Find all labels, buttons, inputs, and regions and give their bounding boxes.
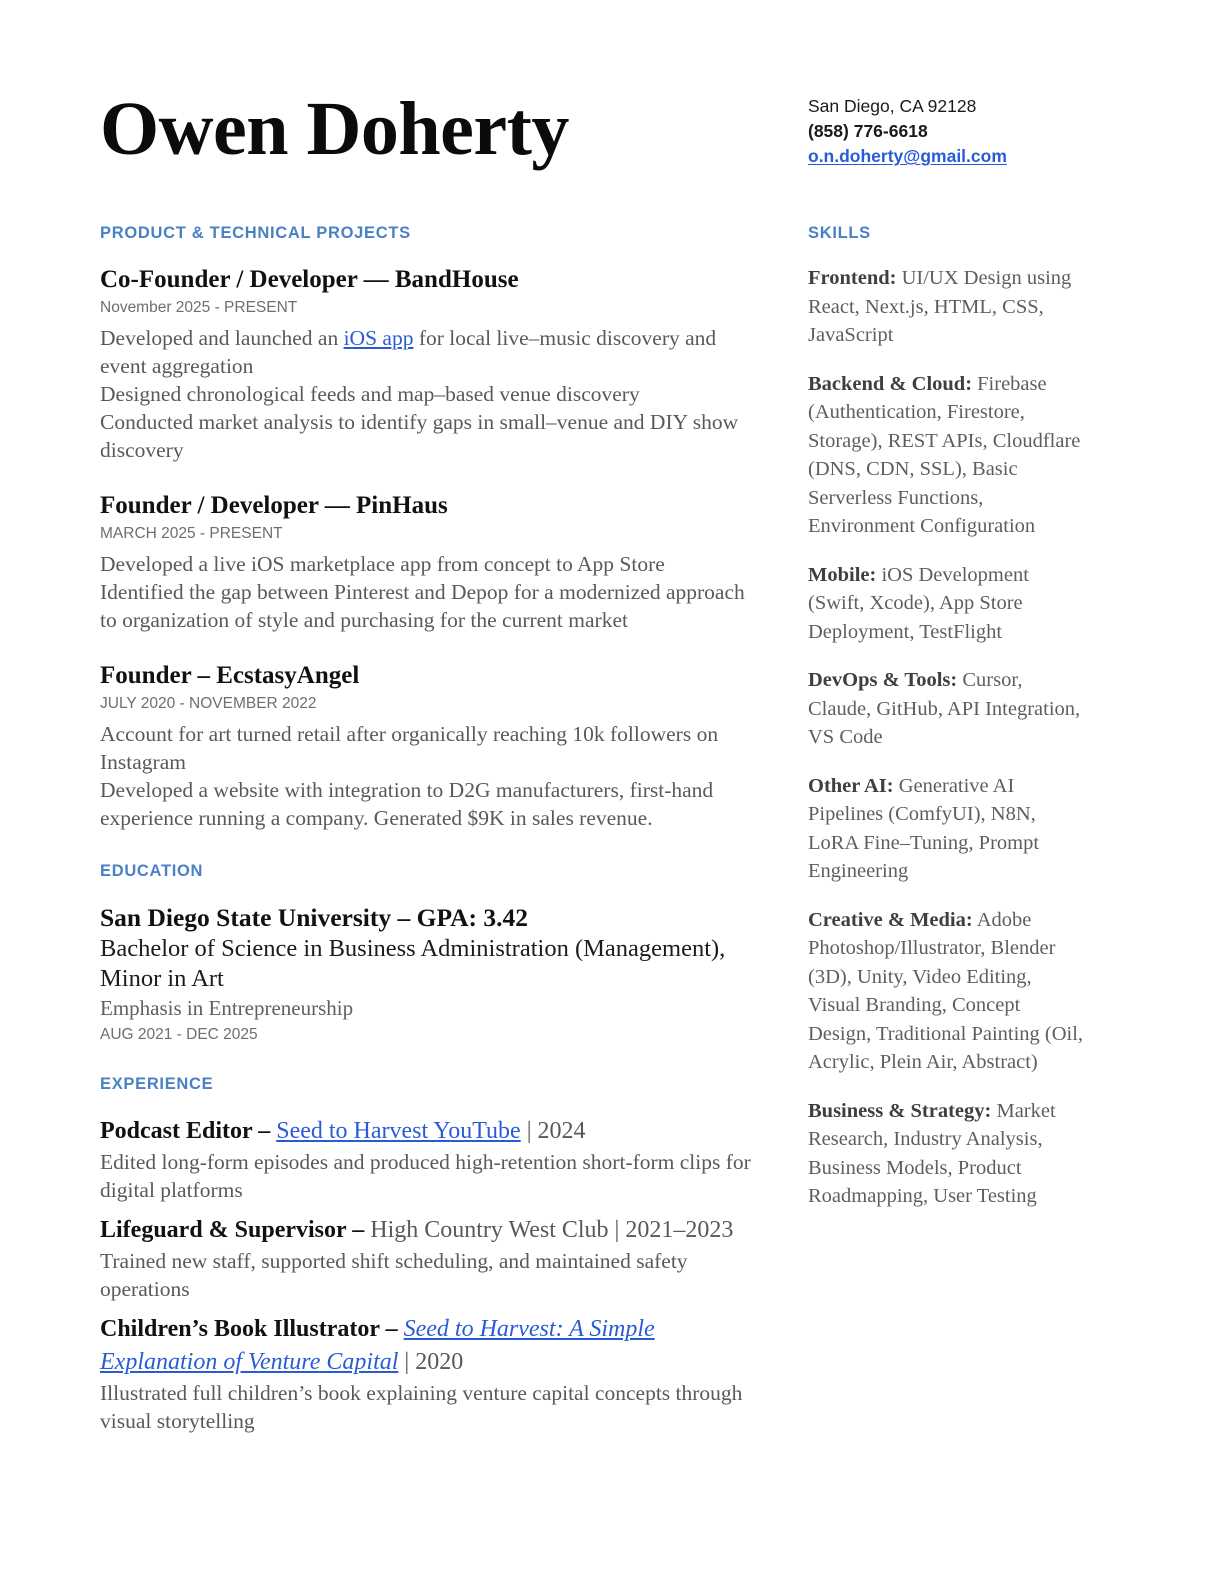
experience-org: High Country West Club [370, 1217, 609, 1243]
resume-header [100, 86, 1130, 196]
experience-book-link[interactable]: Seed to Harvest: A Simple Explanation of Venture Capital [100, 1316, 655, 1375]
experience-role: Podcast Editor – [100, 1118, 277, 1144]
project-date: JULY 2020 - NOVEMBER 2022 [100, 695, 317, 712]
skill-label: Business & Strategy: [808, 1099, 992, 1122]
experience-headline [100, 1115, 760, 1148]
education-date: AUG 2021 - DEC 2025 [100, 1026, 258, 1043]
section-projects [100, 224, 760, 832]
skill-item [808, 1097, 1086, 1211]
skill-label: Backend & Cloud: [808, 372, 973, 395]
skill-value: Generative AI Pipelines (ComfyUI), N8N, LoRA Fine–Tuning, Prompt Engineering [808, 774, 1040, 882]
experience-meta: | 2021–2023 [608, 1217, 734, 1243]
project-bullet [100, 324, 760, 380]
project-bullet: Conducted market analysis to identify gaps in small–venue and DIY show discovery [100, 410, 739, 462]
contact-block [808, 94, 1128, 169]
skill-label: Other AI: [808, 774, 894, 797]
experience-description: Trained new staff, supported shift scheduling, and maintained safety operations [100, 1249, 688, 1301]
ios-app-link[interactable]: iOS app [343, 326, 414, 350]
skill-value: iOS Development (Swift, Xcode), App Store Deployment, TestFlight [808, 563, 1029, 643]
project-entry [100, 660, 760, 832]
project-bullet: Designed chronological feeds and map–based venue discovery [100, 382, 640, 406]
section-experience [100, 1075, 760, 1435]
experience-headline [100, 1313, 760, 1379]
experience-description: Edited long-form episodes and produced high-retention short-form clips for digital platforms [100, 1150, 751, 1202]
education-school: San Diego State University – GPA: 3.42 [100, 903, 529, 932]
project-date: November 2025 - PRESENT [100, 299, 298, 316]
contact-phone: (858) 776-6618 [808, 121, 928, 141]
skill-label: Creative & Media: [808, 908, 973, 931]
section-heading-skills: SKILLS [808, 224, 871, 242]
skill-value: Adobe Photoshop/Illustrator, Blender (3D), Unity, Video Editing, Visual Branding, Concept Design, Traditional Painting (Oil, Acrylic, Plein Air, Abstract) [808, 908, 1084, 1073]
section-skills [808, 224, 1086, 1211]
section-heading-education: EDUCATION [100, 862, 204, 880]
education-degree: Bachelor of Science in Business Administration (Management), Minor in Art [100, 935, 726, 992]
skill-value: UI/UX Design using React, Next.js, HTML, CSS, JavaScript [808, 267, 1072, 346]
skill-item [808, 906, 1086, 1077]
skill-label: DevOps & Tools: [808, 669, 958, 691]
bullet-text-pre: Developed and launched an [100, 326, 344, 350]
contact-email-link[interactable]: o.n.doherty@gmail.com [808, 146, 1007, 166]
experience-role: Lifeguard & Supervisor – [100, 1217, 371, 1243]
main-column [100, 224, 760, 1445]
bullet-text-post: for local live–music discovery and event aggregation [100, 326, 717, 378]
skill-item [808, 666, 1086, 752]
skill-value: Firebase (Authentication, Firestore, Storage), REST APIs, Cloudflare (DNS, CDN, SSL), Basic Serverless Functions, Environment Configuration [808, 372, 1081, 537]
project-bullet: Identified the gap between Pinterest and Depop for a modernized approach to organization of style and purchasing for the current market [100, 580, 745, 632]
education-emphasis: Emphasis in Entrepreneurship [100, 996, 354, 1020]
skill-item [808, 370, 1086, 541]
project-title: Co-Founder / Developer — BandHouse [100, 266, 519, 293]
skill-item [808, 264, 1086, 350]
skill-item [808, 561, 1086, 647]
project-date: MARCH 2025 - PRESENT [100, 525, 283, 542]
experience-description: Illustrated full children’s book explaining venture capital concepts through visual storytelling [100, 1381, 743, 1433]
project-title: Founder – EcstasyAngel [100, 662, 360, 689]
experience-org-link[interactable]: Seed to Harvest YouTube [276, 1118, 521, 1144]
skill-item [808, 772, 1086, 886]
skill-value: Market Research, Industry Analysis, Business Models, Product Roadmapping, User Testing [808, 1099, 1056, 1207]
project-title: Founder / Developer — PinHaus [100, 492, 448, 519]
project-entry [100, 264, 760, 464]
experience-entry [100, 1214, 760, 1303]
project-bullet: Developed a website with integration to D2G manufacturers, first-hand experience running a company. Generated $9K in sales revenue. [100, 778, 714, 830]
experience-entry [100, 1313, 760, 1435]
skills-column [808, 224, 1086, 1211]
section-heading-experience: EXPERIENCE [100, 1075, 214, 1093]
project-entry [100, 490, 760, 634]
page-title: Owen Doherty [100, 87, 569, 171]
experience-role: Children’s Book Illustrator – [100, 1316, 404, 1342]
experience-meta: | 2024 [520, 1118, 586, 1144]
experience-meta: | 2020 [398, 1349, 464, 1375]
project-bullet: Developed a live iOS marketplace app from concept to App Store [100, 552, 665, 576]
section-heading-projects: PRODUCT & TECHNICAL PROJECTS [100, 224, 411, 242]
experience-entry [100, 1115, 760, 1204]
education-entry [100, 902, 760, 1045]
skill-label: Mobile: [808, 563, 877, 586]
contact-address: San Diego, CA 92128 [808, 96, 977, 116]
experience-headline [100, 1214, 760, 1247]
section-education [100, 862, 760, 1045]
skill-value: Cursor, Claude, GitHub, API Integration, VS Code [808, 669, 1081, 748]
project-bullet: Account for art turned retail after organically reaching 10k followers on Instagram [100, 722, 719, 774]
skill-label: Frontend: [808, 267, 897, 289]
